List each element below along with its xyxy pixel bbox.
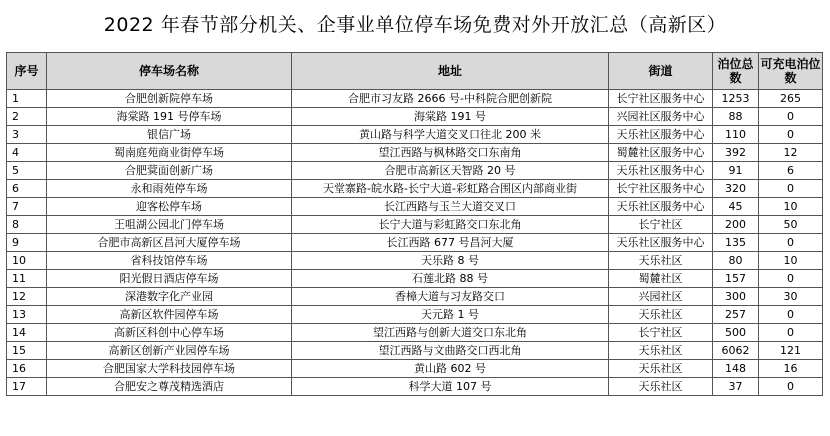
cell-name: 永和雨苑停车场 [47, 180, 292, 198]
cell-name: 合肥创新院停车场 [47, 90, 292, 108]
cell-total: 200 [713, 216, 759, 234]
cell-street: 天乐社区 [609, 342, 713, 360]
table-row [7, 324, 823, 342]
cell-name: 深港数字化产业园 [47, 288, 292, 306]
cell-name: 合肥市高新区昌河大厦停车场 [47, 234, 292, 252]
cell-street: 天乐社区服务中心 [609, 234, 713, 252]
cell-index: 1 [7, 90, 47, 108]
table-row [7, 360, 823, 378]
cell-index: 2 [7, 108, 47, 126]
cell-address: 合肥市习友路 2666 号-中科院合肥创新院 [292, 90, 609, 108]
cell-street: 兴园社区 [609, 288, 713, 306]
cell-address: 望江西路与创新大道交口东北角 [292, 324, 609, 342]
cell-index: 15 [7, 342, 47, 360]
table-row [7, 342, 823, 360]
cell-street: 长宁社区 [609, 216, 713, 234]
table-body [7, 90, 823, 396]
cell-total: 1253 [713, 90, 759, 108]
table-row [7, 234, 823, 252]
cell-street: 长宁社区服务中心 [609, 90, 713, 108]
header-charging: 可充电泊位数 [759, 53, 823, 90]
cell-charging: 16 [759, 360, 823, 378]
table-row [7, 378, 823, 396]
cell-address: 长江西路 677 号昌河大厦 [292, 234, 609, 252]
cell-name: 合肥国家大学科技园停车场 [47, 360, 292, 378]
cell-total: 300 [713, 288, 759, 306]
cell-charging: 0 [759, 324, 823, 342]
cell-street: 蜀麓社区 [609, 270, 713, 288]
cell-name: 蜀南庭苑商业街停车场 [47, 144, 292, 162]
header-index: 序号 [7, 53, 47, 90]
table-row [7, 270, 823, 288]
cell-total: 37 [713, 378, 759, 396]
cell-index: 14 [7, 324, 47, 342]
cell-total: 135 [713, 234, 759, 252]
cell-index: 6 [7, 180, 47, 198]
cell-total: 157 [713, 270, 759, 288]
cell-address: 天乐路 8 号 [292, 252, 609, 270]
cell-total: 148 [713, 360, 759, 378]
cell-street: 天乐社区 [609, 378, 713, 396]
cell-street: 兴园社区服务中心 [609, 108, 713, 126]
cell-address: 科学大道 107 号 [292, 378, 609, 396]
table-row [7, 198, 823, 216]
cell-street: 天乐社区 [609, 306, 713, 324]
cell-index: 13 [7, 306, 47, 324]
cell-index: 11 [7, 270, 47, 288]
cell-total: 500 [713, 324, 759, 342]
cell-address: 合肥市高新区天智路 20 号 [292, 162, 609, 180]
table-row [7, 288, 823, 306]
cell-index: 7 [7, 198, 47, 216]
cell-total: 45 [713, 198, 759, 216]
cell-charging: 0 [759, 270, 823, 288]
cell-name: 高新区科创中心停车场 [47, 324, 292, 342]
cell-index: 10 [7, 252, 47, 270]
cell-charging: 0 [759, 126, 823, 144]
cell-total: 392 [713, 144, 759, 162]
cell-total: 257 [713, 306, 759, 324]
cell-address: 香樟大道与习友路交口 [292, 288, 609, 306]
cell-charging: 50 [759, 216, 823, 234]
cell-name: 省科技馆停车场 [47, 252, 292, 270]
cell-street: 长宁社区 [609, 324, 713, 342]
cell-charging: 30 [759, 288, 823, 306]
cell-total: 80 [713, 252, 759, 270]
header-name: 停车场名称 [47, 53, 292, 90]
cell-charging: 121 [759, 342, 823, 360]
header-street: 街道 [609, 53, 713, 90]
cell-charging: 0 [759, 234, 823, 252]
cell-charging: 265 [759, 90, 823, 108]
cell-street: 天乐社区 [609, 252, 713, 270]
cell-index: 16 [7, 360, 47, 378]
table-header-row [7, 53, 823, 90]
cell-index: 5 [7, 162, 47, 180]
table-row [7, 144, 823, 162]
cell-charging: 6 [759, 162, 823, 180]
table-row [7, 306, 823, 324]
cell-charging: 0 [759, 306, 823, 324]
cell-index: 3 [7, 126, 47, 144]
cell-name: 高新区软件园停车场 [47, 306, 292, 324]
cell-address: 望江西路与文曲路交口西北角 [292, 342, 609, 360]
cell-name: 银信广场 [47, 126, 292, 144]
cell-address: 黄山路与科学大道交叉口往北 200 米 [292, 126, 609, 144]
cell-address: 海棠路 191 号 [292, 108, 609, 126]
cell-charging: 12 [759, 144, 823, 162]
cell-street: 天乐社区服务中心 [609, 198, 713, 216]
cell-name: 阳光假日酒店停车场 [47, 270, 292, 288]
cell-address: 石莲北路 88 号 [292, 270, 609, 288]
cell-index: 12 [7, 288, 47, 306]
cell-name: 合肥安之尊茂精选酒店 [47, 378, 292, 396]
cell-index: 9 [7, 234, 47, 252]
cell-address: 天堂寨路-皖水路-长宁大道-彩虹路合围区内部商业街 [292, 180, 609, 198]
cell-street: 天乐社区 [609, 360, 713, 378]
parking-table [6, 52, 823, 396]
table-row [7, 252, 823, 270]
cell-address: 天元路 1 号 [292, 306, 609, 324]
cell-street: 长宁社区服务中心 [609, 180, 713, 198]
header-address: 地址 [292, 53, 609, 90]
page-title: 2022 年春节部分机关、企事业单位停车场免费对外开放汇总（高新区） [103, 14, 727, 36]
cell-total: 6062 [713, 342, 759, 360]
table-row [7, 126, 823, 144]
cell-index: 8 [7, 216, 47, 234]
cell-total: 110 [713, 126, 759, 144]
cell-street: 天乐社区服务中心 [609, 126, 713, 144]
cell-index: 4 [7, 144, 47, 162]
cell-total: 320 [713, 180, 759, 198]
cell-charging: 0 [759, 378, 823, 396]
cell-total: 88 [713, 108, 759, 126]
cell-name: 合肥蓂面创新广场 [47, 162, 292, 180]
cell-street: 蜀麓社区服务中心 [609, 144, 713, 162]
cell-charging: 0 [759, 108, 823, 126]
cell-charging: 0 [759, 180, 823, 198]
table-row [7, 180, 823, 198]
cell-address: 黄山路 602 号 [292, 360, 609, 378]
cell-index: 17 [7, 378, 47, 396]
cell-charging: 10 [759, 198, 823, 216]
cell-name: 迎客松停车场 [47, 198, 292, 216]
table-row [7, 162, 823, 180]
cell-charging: 10 [759, 252, 823, 270]
cell-name: 海棠路 191 号停车场 [47, 108, 292, 126]
cell-address: 长宁大道与彩虹路交口东北角 [292, 216, 609, 234]
cell-name: 高新区创新产业园停车场 [47, 342, 292, 360]
table-row [7, 90, 823, 108]
cell-address: 长江西路与玉兰大道交叉口 [292, 198, 609, 216]
cell-address: 望江西路与枫林路交口东南角 [292, 144, 609, 162]
cell-total: 91 [713, 162, 759, 180]
table-row [7, 108, 823, 126]
cell-street: 天乐社区服务中心 [609, 162, 713, 180]
header-total: 泊位总数 [713, 53, 759, 90]
table-row [7, 216, 823, 234]
cell-name: 王咀湖公园北门停车场 [47, 216, 292, 234]
